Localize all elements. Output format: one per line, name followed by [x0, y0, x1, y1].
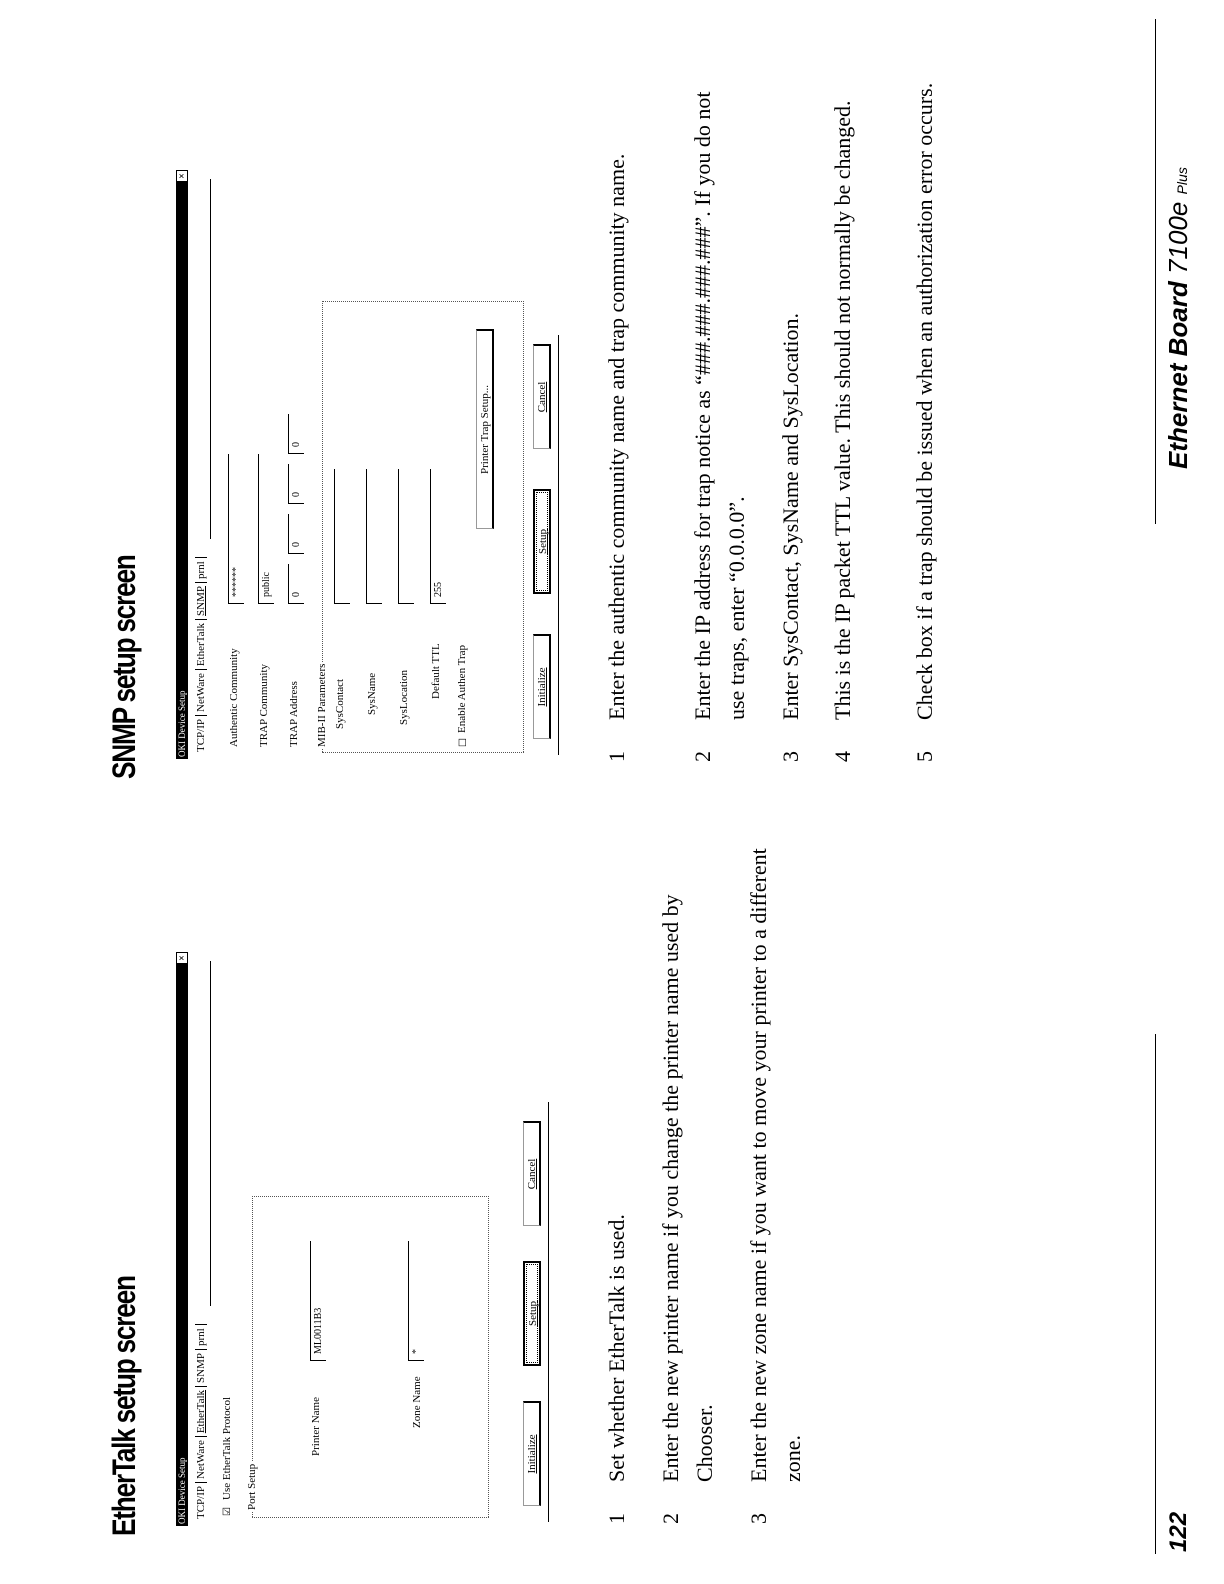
dialog-titlebar [176, 964, 188, 1526]
tab-ethertalk[interactable]: EtherTalk [195, 619, 207, 669]
tab-prnl[interactable]: prnl [195, 1324, 207, 1349]
setup-button[interactable] [523, 1261, 541, 1366]
step-number: 3 [746, 1513, 771, 1524]
initialize-button[interactable] [523, 1401, 541, 1506]
trap-address-octet-1[interactable]: 0 [288, 564, 304, 604]
ethertalk-section-title: EtherTalk setup screen [106, 1276, 142, 1536]
cancel-label: Cancel [526, 1158, 538, 1190]
tab-snmp[interactable]: SNMP [195, 582, 207, 619]
initialize-label: Initialize [536, 667, 548, 707]
step-text: Set whether EtherTalk is used. [604, 1214, 629, 1482]
syscontact-label: SysContact [334, 678, 346, 729]
ethertalk-dialog [176, 951, 586, 1526]
tab-underline [210, 179, 211, 539]
trap-address-octet-3[interactable]: 0 [288, 464, 304, 504]
enable-authen-trap-checkbox[interactable]: ☐ [458, 738, 469, 747]
running-title-model: 7100e [1163, 201, 1193, 274]
authentic-community-label: Authentic Community [228, 648, 240, 747]
snmp-step-1 [600, 62, 668, 762]
zone-name-field[interactable]: * [408, 1241, 424, 1361]
setup-label: Setup [527, 1300, 539, 1327]
step-text: Enter the IP address for trap notice as “###.###.###.###”. If you do not use traps, enter “0.0.0.0”. [690, 91, 749, 720]
step-text: Enter SysContact, SysName and SysLocation. [778, 313, 803, 720]
cancel-button[interactable] [533, 344, 551, 449]
step-number: 1 [604, 1513, 629, 1524]
step-number: 1 [604, 751, 629, 762]
ethertalk-step-2 [654, 844, 722, 1524]
dialog-bottom-line [558, 335, 559, 755]
tab-underline [210, 961, 211, 1306]
tab-netware[interactable]: NetWare [195, 1436, 207, 1482]
sysname-label: SysName [366, 672, 378, 715]
tab-prnl[interactable]: prnl [195, 557, 207, 582]
setup-button[interactable] [533, 489, 551, 594]
tab-ethertalk[interactable]: EtherTalk [195, 1386, 207, 1436]
snmp-step-4 [826, 62, 894, 762]
printer-trap-setup-button[interactable] [476, 329, 494, 529]
ethertalk-step-3 [742, 844, 810, 1524]
tab-tcpip[interactable]: TCP/IP [195, 1482, 207, 1522]
printer-name-label: Printer Name [310, 1397, 322, 1456]
page-number: 122 [1165, 1511, 1192, 1552]
ethertalk-step-1 [600, 844, 634, 1524]
tab-bar [195, 1324, 207, 1522]
setup-label: Setup [537, 528, 549, 555]
dialog-bottom-line [548, 1102, 549, 1522]
running-title-bold: Ethernet Board [1163, 281, 1193, 469]
trap-address-label: TRAP Address [288, 681, 300, 747]
window-title: OKI Device Setup [177, 690, 187, 757]
port-setup-label: Port Setup [246, 1463, 258, 1510]
snmp-step-3 [774, 62, 808, 762]
tab-bar [195, 557, 207, 755]
step-number: 2 [690, 751, 715, 762]
authentic-community-field[interactable]: ****** [228, 454, 244, 604]
port-setup-group [252, 1196, 489, 1518]
initialize-button[interactable] [533, 634, 551, 739]
dialog-titlebar [176, 182, 188, 759]
syscontact-field[interactable] [334, 469, 350, 604]
footer-rule-right [1155, 19, 1156, 524]
printer-trap-setup-label: Printer Trap Setup... [479, 385, 491, 474]
step-number: 2 [658, 1513, 683, 1524]
syslocation-field[interactable] [398, 469, 414, 604]
step-number: 4 [830, 751, 855, 762]
cancel-label: Cancel [536, 381, 548, 413]
snmp-step-2 [686, 62, 754, 762]
sysname-field[interactable] [366, 469, 382, 604]
step-text: Enter the new zone name if you want to move your printer to a different zone. [746, 848, 805, 1482]
running-title-suffix: Plus [1174, 167, 1190, 195]
close-icon[interactable]: × [176, 170, 188, 182]
trap-address-octet-2[interactable]: 0 [288, 514, 304, 554]
zone-name-label: Zone Name [411, 1376, 423, 1428]
use-ethertalk-checkbox[interactable]: ☑ [222, 1507, 233, 1516]
default-ttl-field[interactable]: 255 [430, 469, 446, 604]
default-ttl-label: Default TTL [430, 643, 442, 699]
mib-parameters-label: MIB-II Parameters [316, 663, 328, 747]
running-title [1163, 167, 1194, 469]
enable-authen-trap-label: Enable Authen Trap [456, 645, 468, 733]
window-title: OKI Device Setup [177, 1457, 187, 1524]
snmp-dialog [176, 169, 586, 759]
trap-community-field[interactable]: public [258, 454, 274, 604]
tab-snmp[interactable]: SNMP [195, 1349, 207, 1386]
initialize-label: Initialize [526, 1434, 538, 1474]
snmp-section-title: SNMP setup screen [106, 555, 142, 779]
step-number: 5 [912, 751, 937, 762]
step-text: Check box if a trap should be issued when an authorization error occurs. [912, 82, 937, 720]
footer-rule-left [1155, 1034, 1156, 1554]
cancel-button[interactable] [523, 1121, 541, 1226]
trap-address-octet-4[interactable]: 0 [288, 414, 304, 454]
step-text: This is the IP packet TTL value. This should not normally be changed. [830, 100, 855, 720]
step-text: Enter the authentic community name and trap community name. [604, 153, 629, 720]
syslocation-label: SysLocation [398, 670, 410, 725]
use-ethertalk-label: Use EtherTalk Protocol [221, 1396, 233, 1500]
step-number: 3 [778, 751, 803, 762]
printer-name-field[interactable]: ML0011B3 [310, 1241, 326, 1361]
snmp-step-5 [908, 62, 976, 762]
close-icon[interactable]: × [176, 952, 188, 964]
trap-community-label: TRAP Community [258, 663, 270, 747]
tab-tcpip[interactable]: TCP/IP [195, 715, 207, 755]
step-text: Enter the new printer name if you change the printer name used by Chooser. [658, 894, 717, 1482]
tab-netware[interactable]: NetWare [195, 669, 207, 715]
